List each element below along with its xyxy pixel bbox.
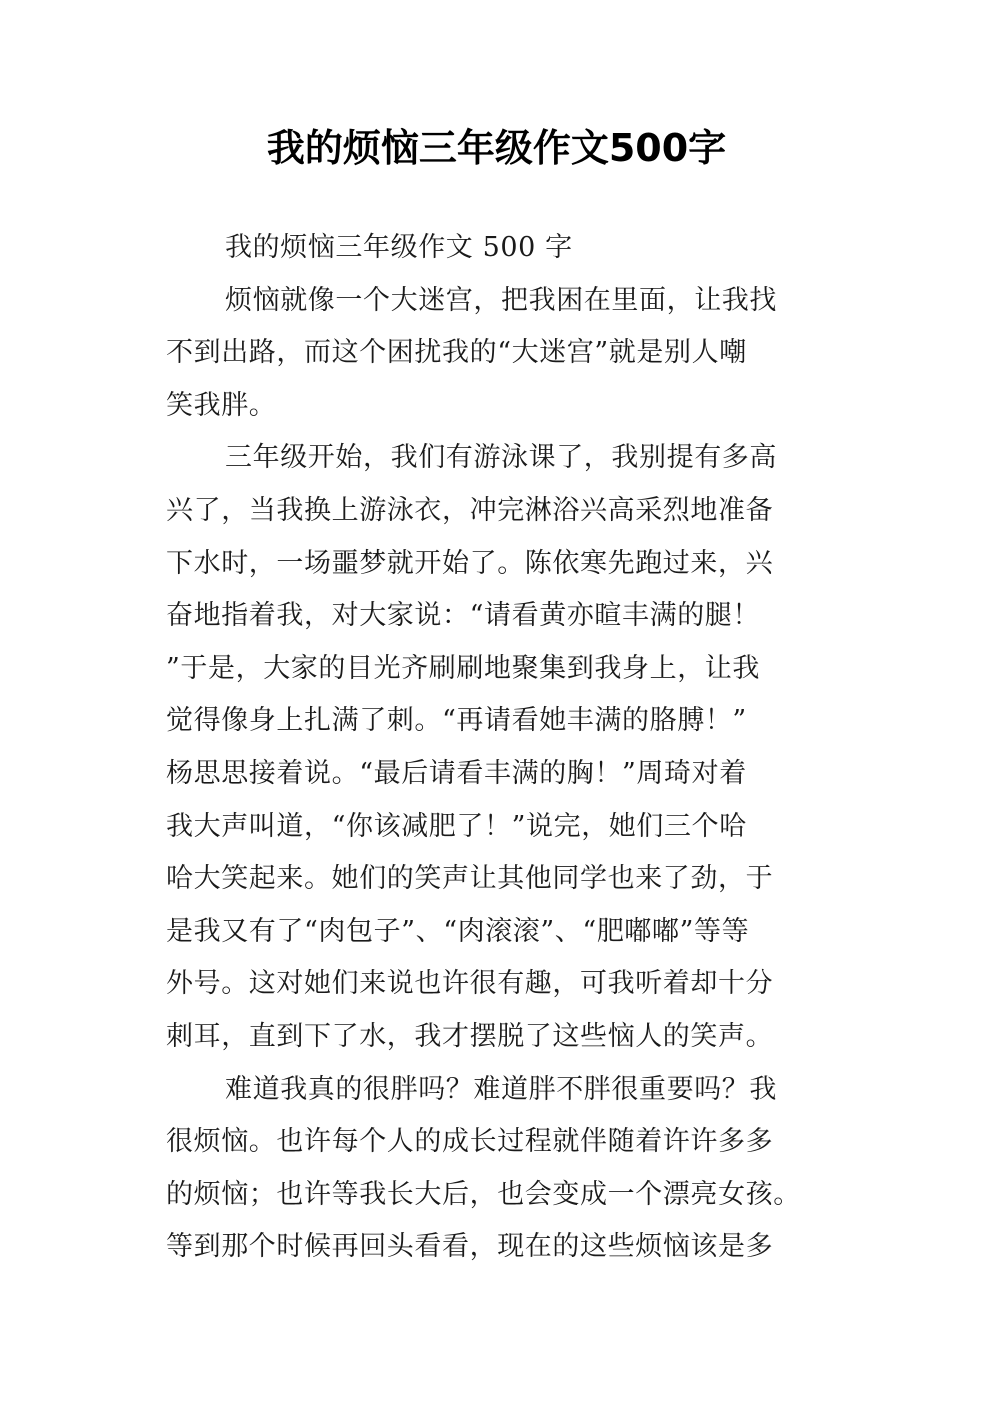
subtitle-line: 我的烦恼三年级作文 500 字 bbox=[225, 232, 573, 263]
paragraph-1-line-2: 不到出路，而这个困扰我的“大迷宫”就是别人嘲 bbox=[166, 337, 747, 369]
paragraph-2-line-6: 觉得像身上扎满了刺。“再请看她丰满的胳膊！” bbox=[166, 705, 747, 737]
paragraph-2-line-7: 杨思思接着说。“最后请看丰满的胸！”周琦对着 bbox=[166, 757, 747, 789]
paragraph-2-line-3: 下水时，一场噩梦就开始了。陈依寒先跑过来，兴 bbox=[166, 547, 774, 579]
paragraph-2-line-11: 外号。这对她们来说也许很有趣，可我听着却十分 bbox=[166, 968, 774, 1000]
paragraph-1-line-3: 笑我胖。 bbox=[166, 389, 277, 421]
paragraph-2-line-5: ”于是，大家的目光齐刷刷地聚集到我身上，让我 bbox=[166, 652, 761, 684]
paragraph-2-line-10: 是我又有了“肉包子”、“肉滚滚”、“肥嘟嘟”等等 bbox=[166, 915, 750, 947]
paragraph-2-line-4: 奋地指着我，对大家说：“请看黄亦暄丰满的腿！ bbox=[166, 600, 761, 632]
paragraph-2-line-12: 刺耳，直到下了水，我才摆脱了这些恼人的笑声。 bbox=[166, 1020, 774, 1052]
paragraph-3-line-1: 难道我真的很胖吗？难道胖不胖很重要吗？我 bbox=[225, 1073, 777, 1105]
paragraph-2-line-8: 我大声叫道，“你该减肥了！”说完，她们三个哈 bbox=[166, 810, 747, 842]
paragraph-2-line-1: 三年级开始，我们有游泳课了，我别提有多高 bbox=[225, 442, 777, 474]
paragraph-3-line-2: 很烦恼。也许每个人的成长过程就伴随着许许多多 bbox=[166, 1126, 774, 1158]
paragraph-3-line-3: 的烦恼；也许等我长大后，也会变成一个漂亮女孩。 bbox=[166, 1178, 801, 1210]
paragraph-1-line-1: 烦恼就像一个大迷宫，把我困在里面，让我找 bbox=[225, 284, 777, 316]
document-body bbox=[166, 222, 856, 1274]
paragraph-2-line-9: 哈大笑起来。她们的笑声让其他同学也来了劲，于 bbox=[166, 863, 774, 895]
paragraph-3-line-4: 等到那个时候再回头看看，现在的这些烦恼该是多 bbox=[166, 1231, 774, 1263]
paragraph-2-line-2: 兴了，当我换上游泳衣，冲完淋浴兴高采烈地准备 bbox=[166, 494, 774, 526]
document-title: 我的烦恼三年级作文500字 bbox=[266, 126, 727, 170]
